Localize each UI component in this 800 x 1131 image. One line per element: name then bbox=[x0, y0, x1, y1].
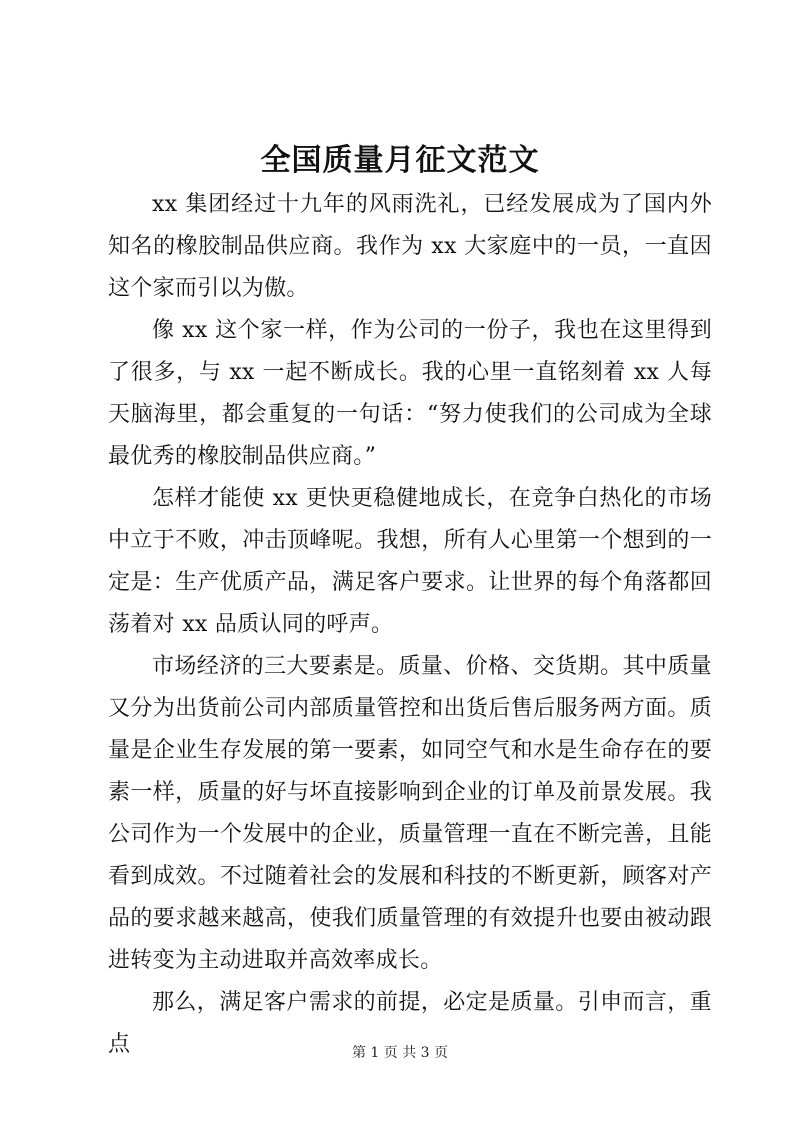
document-body bbox=[108, 184, 712, 1066]
paragraph-5: 那么，满足客户需求的前提，必定是质量。引申而言，重点 bbox=[108, 990, 712, 1057]
page-footer: 第 1 页 共 3 页 bbox=[351, 1045, 449, 1061]
paragraph-3: 怎样才能使 xx 更快更稳健地成长，在竞争白热化的市场中立于不败，冲击顶峰呢。我想，所有人心里第一个想到的一定是：生产优质产品，满足客户要求。让世界的每个角落都回荡着对 xx 品质认同的呼声。 bbox=[108, 486, 712, 637]
paragraph-1: xx 集团经过十九年的风雨洗礼，已经发展成为了国内外知名的橡胶制品供应商。我作为 xx 大家庭中的一员，一直因这个家而引以为傲。 bbox=[108, 192, 712, 301]
document-title: 全国质量月征文范文 bbox=[260, 143, 540, 178]
paragraph-4: 市场经济的三大要素是。质量、价格、交货期。其中质量又分为出货前公司内部质量管控和出货后售后服务两方面。质量是企业生存发展的第一要素，如同空气和水是生命存在的要素一样，质量的好与坏直接影响到企业的订单及前景发展。我公司作为一个发展中的企业，质量管理一直在不断完善，且能看到成效。不过随着社会的发展和科技的不断更新，顾客对产品的要求越来越高，使我们质量管理的有效提升也要由被动跟进转变为主动进取并高效率成长。 bbox=[108, 654, 712, 973]
paragraph-2: 像 xx 这个家一样，作为公司的一份子，我也在这里得到了很多，与 xx 一起不断成长。我的心里一直铭刻着 xx 人每天脑海里，都会重复的一句话：“努力使我们的公司成为全球最优秀的橡胶制品供应商。” bbox=[108, 318, 712, 469]
